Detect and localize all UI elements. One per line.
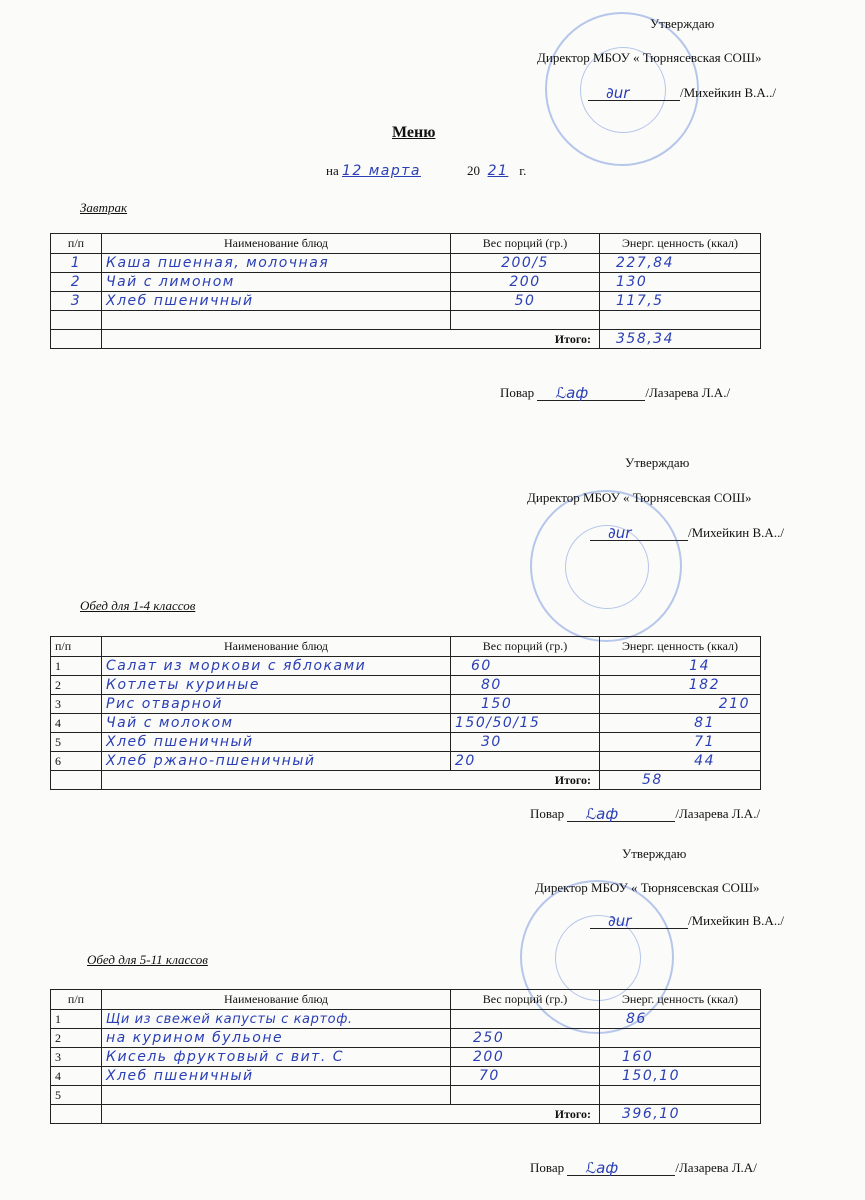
row-name: Хлеб пшеничный xyxy=(102,1067,451,1086)
col-energy: Энерг. ценность (ккал) xyxy=(600,990,761,1010)
total-row xyxy=(51,1105,761,1124)
row-weight: 30 xyxy=(451,733,600,752)
menu-date xyxy=(326,163,526,179)
row-energy: 150,10 xyxy=(600,1067,761,1086)
approve-signature-line: ∂ur /Михейкин В.А../ xyxy=(590,913,784,929)
row-weight: 80 xyxy=(451,676,600,695)
row-energy: 86 xyxy=(600,1010,761,1029)
col-name: Наименование блюд xyxy=(102,234,451,254)
row-num: 6 xyxy=(51,752,102,771)
row-weight: 200 xyxy=(451,1048,600,1067)
col-weight: Вес порций (гр.) xyxy=(451,990,600,1010)
total-value: 58 xyxy=(600,771,761,790)
row-num: 4 xyxy=(51,1067,102,1086)
approve-director: Директор МБОУ « Тюрнясевская СОШ» xyxy=(527,490,752,505)
row-name xyxy=(102,1086,451,1105)
total-value: 358,34 xyxy=(600,330,761,349)
director-signature-icon: ∂ur xyxy=(606,84,630,102)
col-energy: Энерг. ценность (ккал) xyxy=(600,637,761,657)
row-energy: 130 xyxy=(600,273,761,292)
row-name: Рис отварной xyxy=(102,695,451,714)
table-row xyxy=(51,733,761,752)
row-energy xyxy=(600,1029,761,1048)
col-energy: Энерг. ценность (ккал) xyxy=(600,234,761,254)
director-signature-icon: ∂ur xyxy=(608,524,632,542)
cook-signature-3 xyxy=(530,1160,757,1176)
row-weight: 70 xyxy=(451,1067,600,1086)
row-num: 1 xyxy=(51,1010,102,1029)
row-num: 1 xyxy=(51,254,102,273)
table-row xyxy=(51,752,761,771)
cook-signature-icon: ℒaф xyxy=(555,384,589,402)
row-num: 5 xyxy=(51,1086,102,1105)
row-name: Хлеб пшеничный xyxy=(102,733,451,752)
row-weight: 200 xyxy=(451,273,600,292)
row-name: Чай с молоком xyxy=(102,714,451,733)
row-weight: 50 xyxy=(451,292,600,311)
row-name: Котлеты куриные xyxy=(102,676,451,695)
row-name: Хлеб ржано-пшеничный xyxy=(102,752,451,771)
date-value: 12 марта xyxy=(341,163,422,179)
row-energy xyxy=(600,1086,761,1105)
cook-signature-2 xyxy=(530,806,760,822)
table-row xyxy=(51,657,761,676)
row-name xyxy=(102,311,451,330)
row-name: Щи из свежей капусты с картоф. xyxy=(102,1010,451,1029)
approve-title: Утверждаю xyxy=(625,455,690,470)
col-num: п/п xyxy=(51,637,102,657)
row-weight xyxy=(451,1086,600,1105)
cook-signature-icon: ℒaф xyxy=(585,805,619,823)
cook-name: /Лазарева Л.А./ xyxy=(675,806,761,821)
col-num: п/п xyxy=(51,234,102,254)
table-row xyxy=(51,273,761,292)
approve-signature-line: ∂ur /Михейкин В.А../ xyxy=(588,85,776,101)
row-weight: 250 xyxy=(451,1029,600,1048)
row-weight: 60 xyxy=(451,657,600,676)
row-energy: 227,84 xyxy=(600,254,761,273)
page-title: Меню xyxy=(392,124,436,141)
table-row xyxy=(51,1029,761,1048)
date-prefix: на xyxy=(326,163,339,178)
col-name: Наименование блюд xyxy=(102,990,451,1010)
cook-label: Повар xyxy=(530,1160,565,1175)
row-energy: 14 xyxy=(600,657,761,676)
approve-signature-line: ∂ur /Михейкин В.А../ xyxy=(590,525,784,541)
row-weight: 150 xyxy=(451,695,600,714)
total-row xyxy=(51,771,761,790)
official-stamp xyxy=(530,490,682,642)
row-name: на курином бульоне xyxy=(102,1029,451,1048)
row-name: Каша пшенная, молочная xyxy=(102,254,451,273)
table-row xyxy=(51,1067,761,1086)
table-row xyxy=(51,292,761,311)
row-energy xyxy=(600,311,761,330)
row-num: 5 xyxy=(51,733,102,752)
total-label: Итого: xyxy=(102,1105,600,1124)
year-suffix: г. xyxy=(519,163,527,178)
row-num xyxy=(51,311,102,330)
table-row xyxy=(51,1086,761,1105)
table-row xyxy=(51,311,761,330)
row-num: 4 xyxy=(51,714,102,733)
cook-signature-icon: ℒaф xyxy=(585,1159,619,1177)
table-row xyxy=(51,254,761,273)
row-name: Хлеб пшеничный xyxy=(102,292,451,311)
approve-title: Утверждаю xyxy=(650,16,715,31)
table-row xyxy=(51,1010,761,1029)
table-row xyxy=(51,695,761,714)
row-energy: 71 xyxy=(600,733,761,752)
total-label: Итого: xyxy=(102,330,600,349)
row-energy: 117,5 xyxy=(600,292,761,311)
lunch1-label: Обед для 1-4 классов xyxy=(80,598,196,613)
director-signature-icon: ∂ur xyxy=(608,912,632,930)
approve-director: Директор МБОУ « Тюрнясевская СОШ» xyxy=(535,880,760,895)
row-weight: 150/50/15 xyxy=(451,714,600,733)
col-num: п/п xyxy=(51,990,102,1010)
row-num: 2 xyxy=(51,273,102,292)
total-value: 396,10 xyxy=(600,1105,761,1124)
table-row xyxy=(51,1048,761,1067)
lunch2-label: Обед для 5-11 классов xyxy=(87,952,208,967)
row-num: 2 xyxy=(51,676,102,695)
lunch2-table xyxy=(50,989,761,1124)
breakfast-label: Завтрак xyxy=(80,200,128,215)
row-num: 3 xyxy=(51,1048,102,1067)
row-energy: 210 xyxy=(600,695,761,714)
row-energy: 182 xyxy=(600,676,761,695)
cook-label: Повар xyxy=(500,385,535,400)
row-num: 3 xyxy=(51,695,102,714)
approve-title: Утверждаю xyxy=(622,846,687,861)
cook-signature-1 xyxy=(500,385,730,401)
row-name: Салат из моркови с яблоками xyxy=(102,657,451,676)
breakfast-table xyxy=(50,233,761,349)
row-name: Чай с лимоном xyxy=(102,273,451,292)
cook-name: /Лазарева Л.А/ xyxy=(675,1160,757,1175)
col-weight: Вес порций (гр.) xyxy=(451,637,600,657)
row-energy: 81 xyxy=(600,714,761,733)
row-weight: 20 xyxy=(451,752,600,771)
row-weight xyxy=(451,1010,600,1029)
table-row xyxy=(51,714,761,733)
row-num: 3 xyxy=(51,292,102,311)
year-value: 21 xyxy=(487,163,509,179)
total-row xyxy=(51,330,761,349)
cook-label: Повар xyxy=(530,806,565,821)
col-name: Наименование блюд xyxy=(102,637,451,657)
row-energy: 160 xyxy=(600,1048,761,1067)
row-num: 1 xyxy=(51,657,102,676)
total-label: Итого: xyxy=(102,771,600,790)
row-num: 2 xyxy=(51,1029,102,1048)
col-weight: Вес порций (гр.) xyxy=(451,234,600,254)
row-name: Кисель фруктовый с вит. С xyxy=(102,1048,451,1067)
approve-director: Директор МБОУ « Тюрнясевская СОШ» xyxy=(537,50,762,65)
row-weight: 200/5 xyxy=(451,254,600,273)
cook-name: /Лазарева Л.А./ xyxy=(645,385,731,400)
row-energy: 44 xyxy=(600,752,761,771)
table-row xyxy=(51,676,761,695)
lunch1-table xyxy=(50,636,761,790)
row-weight xyxy=(451,311,600,330)
year-prefix: 20 xyxy=(466,163,480,178)
